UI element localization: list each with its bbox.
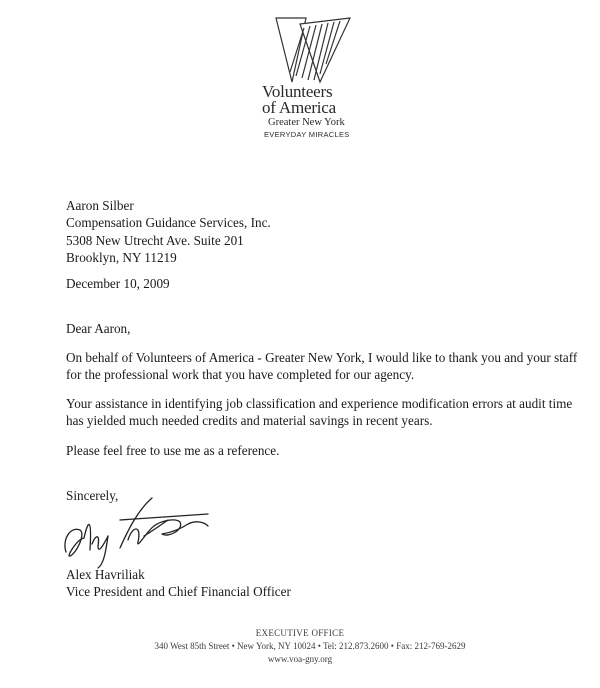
org-tagline: EVERYDAY MIRACLES — [264, 130, 350, 139]
org-subtitle: Greater New York — [268, 117, 345, 128]
voa-logo-icon — [270, 14, 352, 86]
recipient-name: Aaron Silber — [66, 198, 134, 213]
closing: Sincerely, — [66, 488, 119, 503]
signer-block — [66, 566, 291, 601]
recipient-company: Compensation Guidance Services, Inc. — [66, 215, 271, 231]
signer-name: Alex Havriliak — [66, 567, 145, 582]
letter-date: December 10, 2009 — [66, 276, 170, 291]
signer-title: Vice President and Chief Financial Officer — [66, 584, 291, 600]
footer-website: www.voa-gny.org — [267, 654, 333, 664]
paragraph-reference: Please feel free to use me as a reference. — [66, 443, 280, 458]
paragraph-assistance: Your assistance in identifying job classification and experience modification errors at audit time has yielded much needed credits and material savings in recent years. — [66, 396, 573, 429]
recipient-address — [66, 197, 271, 267]
paragraph-thanks: On behalf of Volunteers of America - Greater New York, I would like to thank you and your staff for the professional work that you have completed for our agency. — [66, 350, 578, 383]
footer-address: 340 West 85th Street • New York, NY 10024 • Tel: 212.873.2600 • Fax: 212-769-2629 — [154, 641, 466, 651]
org-name — [262, 84, 382, 116]
salutation: Dear Aaron, — [66, 321, 131, 336]
signature-icon — [58, 490, 218, 570]
recipient-street: 5308 New Utrecht Ave. Suite 201 — [66, 232, 244, 248]
org-name-line1: Volunteers — [262, 82, 333, 101]
footer-office: EXECUTIVE OFFICE — [255, 628, 345, 638]
org-name-line2: of America — [262, 98, 336, 117]
recipient-city: Brooklyn, NY 11219 — [66, 250, 177, 266]
